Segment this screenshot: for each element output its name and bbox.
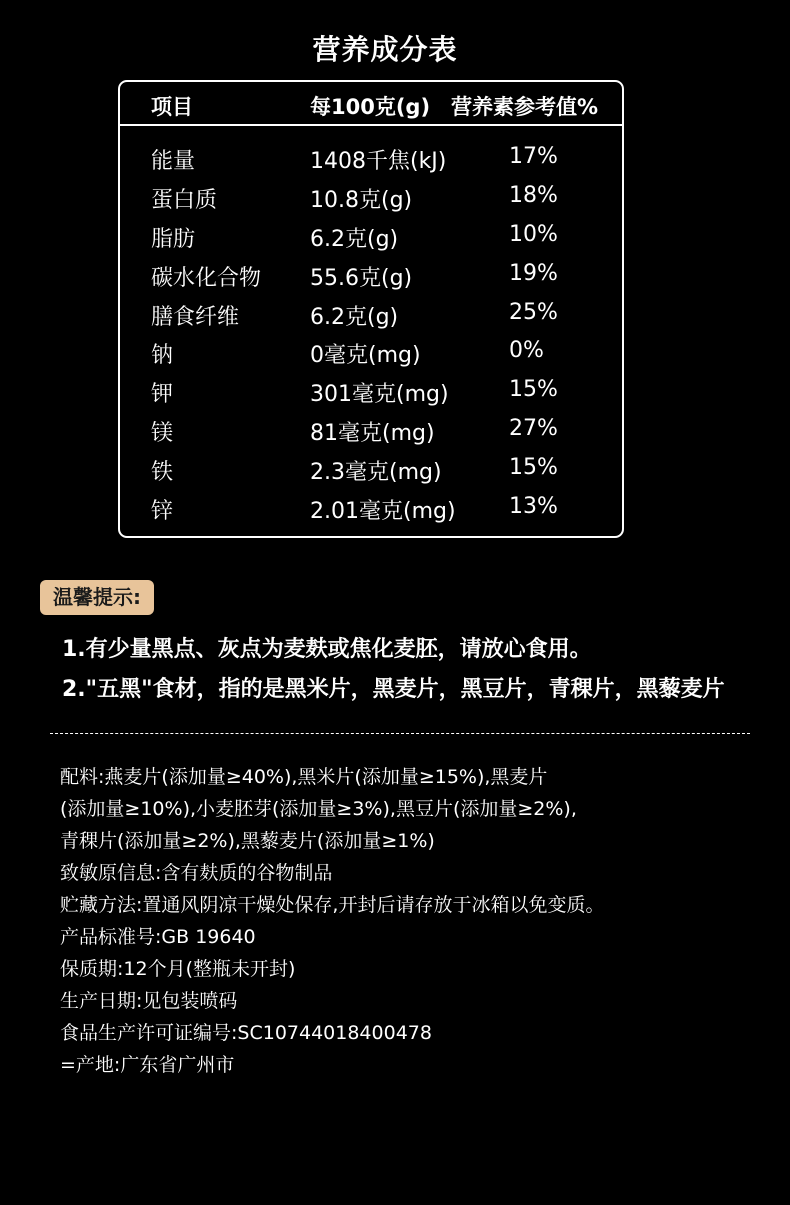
page-title: 营养成分表 (312, 33, 458, 66)
tips-badge: 温馨提示: (40, 580, 154, 615)
row-nrv: 15% (509, 455, 558, 481)
table-row (120, 375, 622, 414)
row-value: 2.01毫克(mg) (310, 499, 456, 525)
table-row (120, 492, 622, 531)
tip-item: 2."五黑"食材，指的是黑米片，黑麦片，黑豆片，青稞片，黑藜麦片 (62, 677, 725, 702)
table-row (120, 414, 622, 453)
info-line: 生产日期:见包装喷码 (60, 990, 238, 1012)
row-nrv: 25% (509, 299, 558, 325)
header-item: 项目 (151, 95, 193, 119)
info-line: (添加量≥10%),小麦胚芽(添加量≥3%),黑豆片(添加量≥2%), (60, 798, 577, 820)
row-name: 钠 (151, 343, 174, 369)
row-value: 2.3毫克(mg) (310, 460, 442, 486)
row-name: 膳食纤维 (151, 304, 240, 330)
info-line: 致敏原信息:含有麸质的谷物制品 (60, 862, 333, 884)
row-nrv: 19% (509, 260, 558, 286)
row-value: 81毫克(mg) (310, 421, 435, 447)
row-name: 碳水化合物 (151, 265, 262, 291)
row-nrv: 0% (509, 338, 544, 364)
info-line: 青稞片(添加量≥2%),黑藜麦片(添加量≥1%) (60, 830, 435, 852)
table-row (120, 453, 622, 492)
product-info (60, 762, 604, 1082)
nutrition-table (118, 80, 624, 538)
table-row (120, 259, 622, 298)
row-nrv: 18% (509, 182, 558, 208)
info-line: 贮藏方法:置通风阴凉干燥处保存,开封后请存放于冰箱以免变质。 (60, 894, 605, 916)
row-value: 55.6克(g) (310, 265, 413, 291)
row-value: 10.8克(g) (310, 187, 413, 213)
row-nrv: 13% (509, 494, 558, 520)
row-name: 蛋白质 (151, 187, 218, 213)
table-row (120, 142, 622, 181)
table-header (120, 82, 622, 126)
row-name: 脂肪 (151, 226, 196, 252)
header-nrv: 营养素参考值% (451, 95, 599, 119)
row-value: 301毫克(mg) (310, 382, 449, 408)
row-nrv: 17% (509, 144, 558, 169)
table-body (120, 142, 622, 531)
info-line: 产品标准号:GB 19640 (60, 926, 256, 948)
row-name: 钾 (151, 382, 174, 408)
row-nrv: 15% (509, 377, 558, 403)
tip-item: 1.有少量黑点、灰点为麦麸或焦化麦胚，请放心食用。 (62, 637, 592, 662)
row-nrv: 27% (509, 416, 558, 442)
table-row (120, 336, 622, 375)
row-value: 6.2克(g) (310, 304, 399, 330)
row-value: 6.2克(g) (310, 226, 399, 252)
row-name: 铁 (151, 460, 174, 486)
table-row (120, 181, 622, 220)
tips-list (62, 632, 725, 712)
table-row (120, 298, 622, 337)
row-name: 能量 (151, 149, 196, 174)
row-nrv: 10% (509, 221, 558, 247)
info-line: =产地:广东省广州市 (60, 1054, 235, 1076)
row-value: 0毫克(mg) (310, 343, 421, 369)
row-name: 镁 (151, 421, 174, 447)
info-line: 食品生产许可证编号:SC10744018400478 (60, 1022, 432, 1044)
row-name: 锌 (151, 499, 174, 525)
row-value: 1408千焦(kJ) (310, 149, 447, 174)
table-row (120, 220, 622, 259)
info-line: 保质期:12个月(整瓶未开封) (60, 958, 296, 980)
dashed-divider (50, 733, 750, 734)
info-line: 配料:燕麦片(添加量≥40%),黑米片(添加量≥15%),黑麦片 (60, 766, 548, 788)
header-per100: 每100克(g) (310, 95, 431, 119)
